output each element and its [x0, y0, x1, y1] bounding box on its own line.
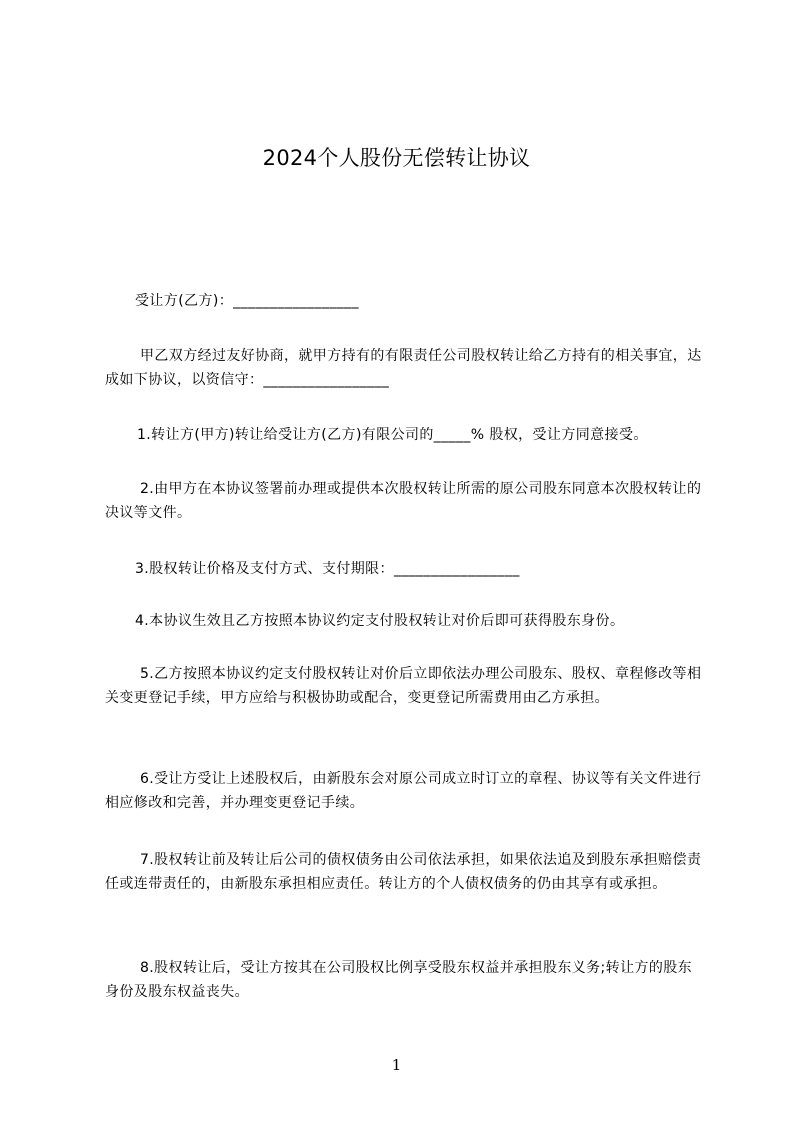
page-number: 1: [391, 1056, 402, 1074]
paragraph-preamble: 甲乙双方经过友好协商，就甲方持有的有限责任公司股权转让给乙方持有的相关事宜，达成如下协议，以资信守：_________________: [105, 348, 702, 388]
clause-3: 3.股权转让价格及支付方式、支付期限：_________________: [135, 561, 520, 577]
clause-7: 7.股权转让前及转让后公司的债权债务由公司依法承担，如果依法追及到股东承担赔偿责任或连带责任的，由新股东承担相应责任。转让方的个人债权债务的仍由其享有或承担。: [105, 852, 702, 892]
clause-1: 1.转让方(甲方)转让给受让方(乙方)有限公司的_____% 股权，受让方同意接受。: [137, 427, 648, 443]
clause-2: 2.由甲方在本协议签署前办理或提供本次股权转让所需的原公司股东同意本次股权转让的决议等文件。: [105, 481, 702, 521]
clause-4: 4.本协议生效且乙方按照本协议约定支付股权转让对价后即可获得股东身份。: [135, 613, 625, 629]
clause-6: 6.受让方受让上述股权后，由新股东会对原公司成立时订立的章程、协议等有关文件进行相应修改和完善，并办理变更登记手续。: [105, 771, 702, 811]
paragraph-transferee: 受让方(乙方)：_________________: [135, 293, 359, 309]
clause-8: 8.股权转让后，受让方按其在公司股权比例享受股东权益并承担股东义务;转让方的股东身份及股东权益丧失。: [105, 960, 693, 1000]
document-title: 2024个人股份无偿转让协议: [262, 146, 531, 170]
clause-5: 5.乙方按照本协议约定支付股权转让对价后立即依法办理公司股东、股权、章程修改等相关变更登记手续，甲方应给与积极协助或配合，变更登记所需费用由乙方承担。: [105, 666, 702, 706]
